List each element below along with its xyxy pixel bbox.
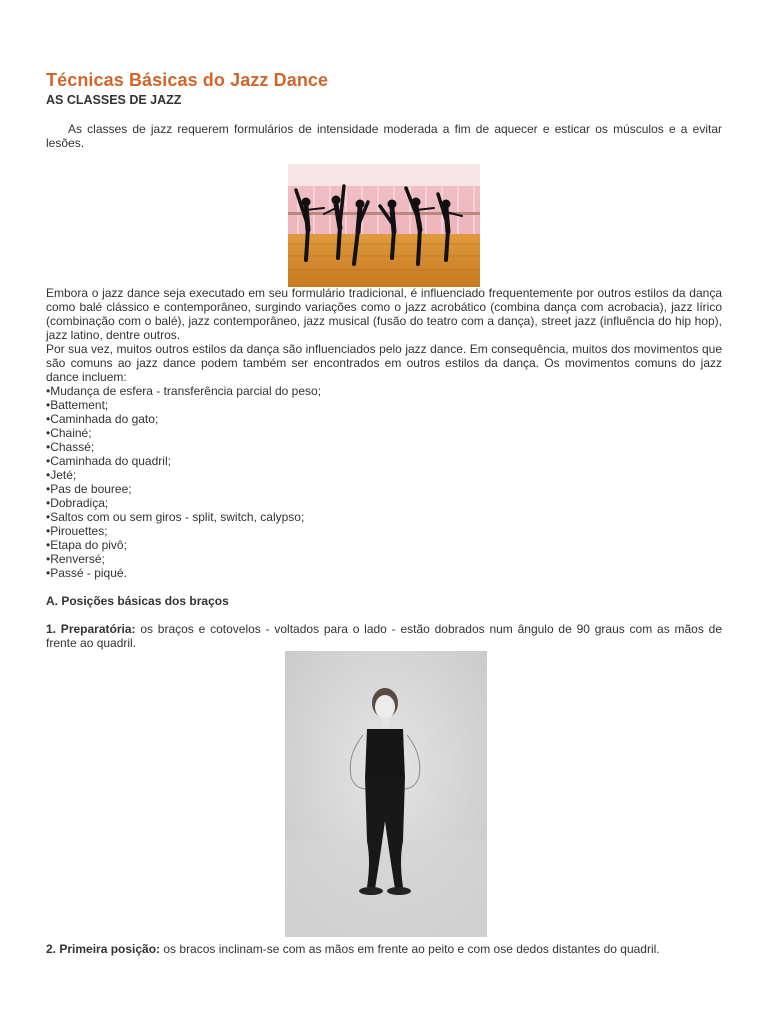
preparatory-text: os braços e cotovelos - voltados para o lado - estão dobrados num ângulo de 90 graus com as mãos de frente ao quadril. bbox=[46, 622, 722, 650]
list-item: •Pirouettes; bbox=[46, 524, 108, 538]
list-item: •Dobradiça; bbox=[46, 496, 109, 510]
first-position-text: os bracos inclinam-se com as mãos em frente ao peito e com ose dedos distantes do quadril. bbox=[160, 942, 660, 956]
dancers-photo bbox=[288, 164, 480, 287]
section-heading-arms: A. Posições básicas dos braços bbox=[46, 594, 229, 608]
preparatory-paragraph bbox=[46, 622, 722, 650]
list-item: •Passé - piqué. bbox=[46, 566, 127, 580]
first-position-paragraph bbox=[46, 942, 722, 956]
list-item: •Mudança de esfera - transferência parcial do peso; bbox=[46, 384, 322, 398]
list-item: •Battement; bbox=[46, 398, 109, 412]
body-paragraph bbox=[46, 286, 722, 384]
dancer-preparatory-photo bbox=[285, 651, 487, 937]
page-title: Técnicas Básicas do Jazz Dance bbox=[46, 70, 329, 90]
influences-text: Embora o jazz dance seja executado em seu formulário tradicional, é influenciado frequentemente por outros estilos da dança como balé clássico e contemporâneo, surgindo variações como o jazz acrobático (combina dança com acrobacia), jazz lírico (combinação com o balé), jazz contemporâneo, jazz musical (fusão do teatro com a dança), street jazz (influência do hip hop), jazz latino, dentre outros. bbox=[46, 286, 722, 342]
list-item: •Caminhada do gato; bbox=[46, 412, 159, 426]
preparatory-label: 1. Preparatória: bbox=[46, 622, 136, 636]
first-position-label: 2. Primeira posição: bbox=[46, 942, 161, 956]
list-item: •Jeté; bbox=[46, 468, 77, 482]
section-subtitle: AS CLASSES DE JAZZ bbox=[46, 93, 182, 107]
movements-intro-text: Por sua vez, muitos outros estilos da dança são influenciados pelo jazz dance. Em consequência, muitos dos movimentos que são comuns ao jazz dance podem também ser encontrados em outros estilos da dança. Os movimentos comuns do jazz dance incluem: bbox=[46, 342, 722, 384]
movements-list bbox=[46, 384, 321, 580]
list-item: •Saltos com ou sem giros - split, switch, calypso; bbox=[46, 510, 305, 524]
list-item: •Renversé; bbox=[46, 552, 105, 566]
list-item: •Pas de bouree; bbox=[46, 482, 132, 496]
intro-paragraph: As classes de jazz requerem formulários de intensidade moderada a fim de aquecer e esticar os músculos e a evitar lesões. bbox=[46, 122, 722, 150]
list-item: •Caminhada do quadril; bbox=[46, 454, 171, 468]
list-item: •Chassé; bbox=[46, 440, 95, 454]
list-item: •Chainé; bbox=[46, 426, 92, 440]
list-item: •Etapa do pivô; bbox=[46, 538, 127, 552]
